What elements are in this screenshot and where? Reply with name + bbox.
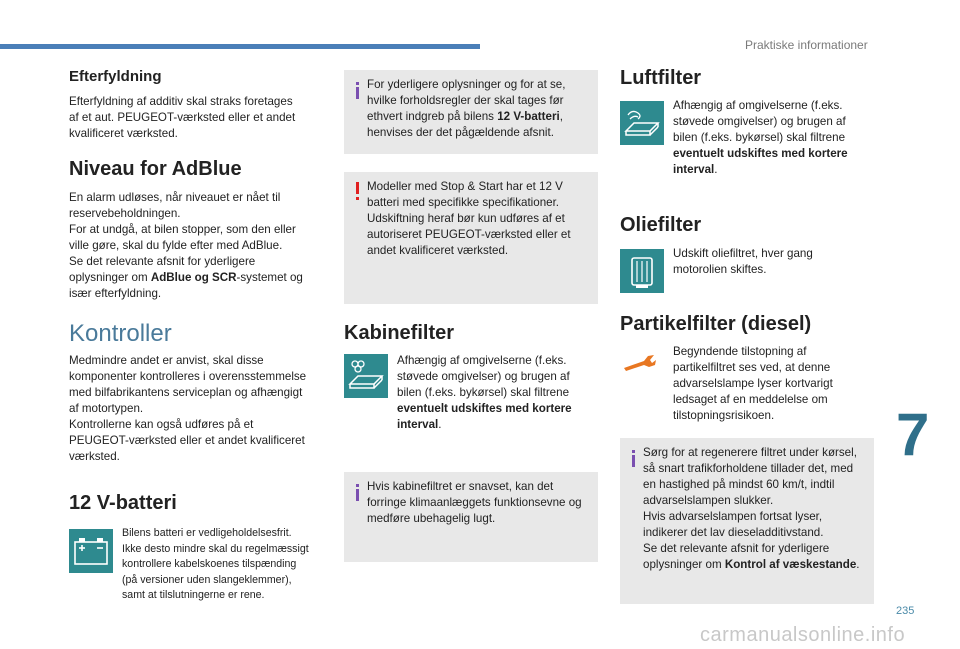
watermark: carmanualsonline.info xyxy=(700,624,906,646)
wrench-icon xyxy=(622,352,658,372)
batteri-text: Bilens batteri er vedligeholdelsesfrit. Ikke desto mindre skal du regelmæssigt kontrollere kabelskoenes tilspænding (på versioner uden slangeklemmer), samt at tilslutningerne er rene. xyxy=(122,527,309,601)
kontroller-text: Medmindre andet er anvist, skal disse komponenter kontrolleres i overensstemmelse med bilfabrikantens serviceplan og afhængigt af motortypen. Kontrollerne kan også udføres på et PEUGEOT-værksted eller et andet kvalificeret værksted. xyxy=(69,354,307,463)
section-title: Praktiske informationer xyxy=(745,38,868,52)
partikelfilter-title: Partikelfilter (diesel) xyxy=(620,313,812,335)
info-box-regeneration: Sørg for at regenerere filtret under kørsel, så snart trafikforholdene tillader det, med en hastighed på mindst 60 km/t, indtil advarselslampen slukker. Hvis advarselslampen fortsat lyser, indikerer det lav dieseladditivstand. Se det relevante afsnit for yderligere oplysninger om Kontrol af væskestande. xyxy=(620,438,874,604)
oliefilter-text: Udskift oliefiltret, hver gang motorolien skiftes. xyxy=(673,247,813,276)
info-icon xyxy=(632,455,635,467)
cabin-filter-icon xyxy=(344,354,388,398)
luftfilter-text: Afhængig af omgivelserne (f.eks. støvede omgivelser) og brugen af bilen (f.eks. bykørsel) skal filtrene eventuelt udskiftes med kortere interval. xyxy=(673,99,848,176)
adblue-text: En alarm udløses, når niveauet er nået til reservebeholdningen. For at undgå, at bilen stopper, som den eller ville gøre, skal du fylde efter med AdBlue. Se det relevante afsnit for yderligere oplysninger om AdBlue og SCR-systemet og især efterfyldning. xyxy=(69,191,303,300)
kabinefilter-text: Afhængig af omgivelserne (f.eks. støvede omgivelser) og brugen af bilen (f.eks. bykørsel) skal filtrene eventuelt udskiftes med kortere interval. xyxy=(397,354,572,431)
air-filter-icon xyxy=(620,101,664,145)
batteri-title: 12 V-batteri xyxy=(69,492,177,514)
partikelfilter-text: Begyndende tilstopning af partikelfiltret ses ved, at denne advarselslampe lyser kortvarigt ledsaget af en meddelelse om tilstopningsrisikoen. xyxy=(673,345,833,422)
info-box-cabin: Hvis kabinefiltret er snavset, kan det forringe klimaanlæggets funktionsevne og medføre ubehagelig lugt. xyxy=(344,472,598,562)
header-bar xyxy=(0,44,480,49)
luftfilter-title: Luftfilter xyxy=(620,67,702,89)
warning-icon xyxy=(356,182,359,194)
oil-filter-icon xyxy=(620,249,664,293)
kontroller-title: Kontroller xyxy=(69,320,172,347)
page-number: 235 xyxy=(896,605,915,617)
oliefilter-title: Oliefilter xyxy=(620,214,702,236)
info-icon xyxy=(356,87,359,99)
efterfyldning-title: Efterfyldning xyxy=(69,68,162,85)
chapter-number: 7 xyxy=(896,401,930,468)
adblue-title: Niveau for AdBlue xyxy=(69,158,242,180)
warning-box: Modeller med Stop & Start har et 12 V batteri med specifikke specifikationer. Udskiftning heraf bør kun udføres af et autoriseret PEUGEOT-værksted eller et andet kvalificeret værksted. xyxy=(344,172,598,304)
battery-icon xyxy=(69,529,113,573)
info-icon xyxy=(356,489,359,501)
info-box-battery: For yderligere oplysninger og for at se, hvilke forholdsregler der skal tages før ethvert indgreb på bilens 12 V-batteri, henvises der det pågældende afsnit. xyxy=(344,70,598,154)
efterfyldning-text: Efterfyldning af additiv skal straks foretages af et aut. PEUGEOT-værksted eller et andet kvalificeret værksted. xyxy=(69,95,296,140)
kabinefilter-title: Kabinefilter xyxy=(344,322,455,344)
